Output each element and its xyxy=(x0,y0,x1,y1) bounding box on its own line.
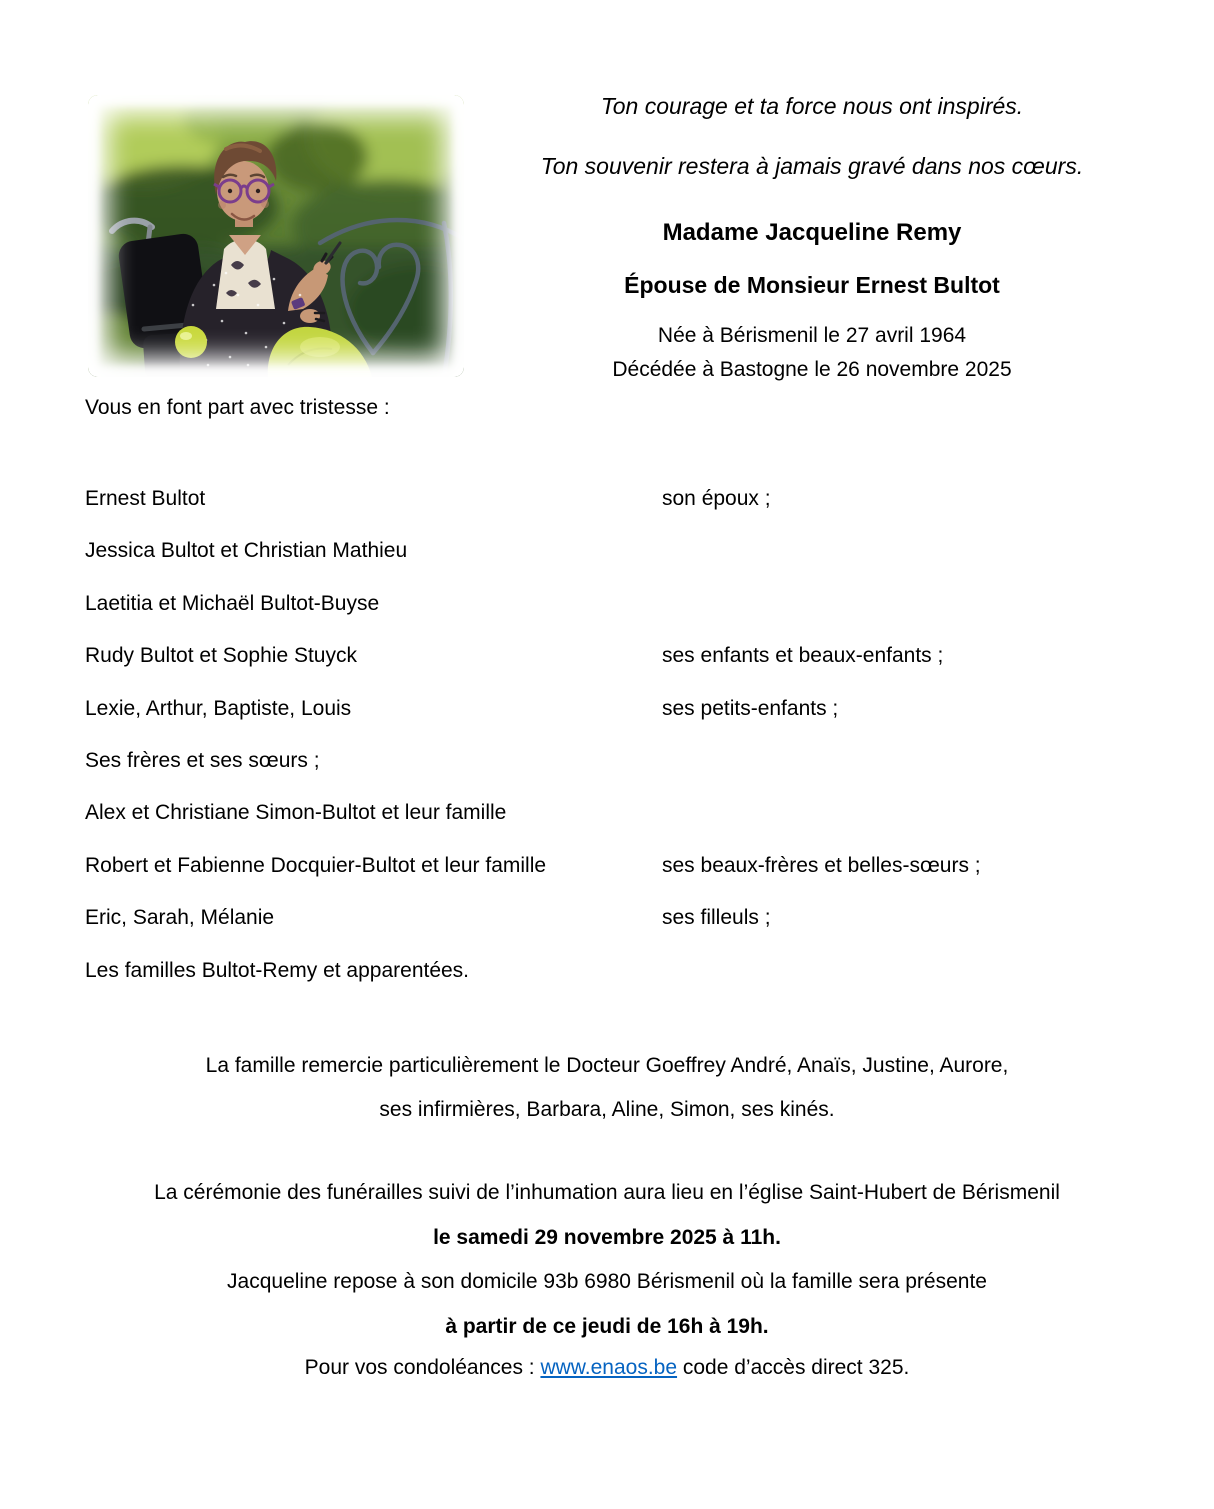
family-names: Laetitia et Michaël Bultot-Buyse xyxy=(85,591,380,615)
family-row xyxy=(85,591,1145,643)
family-row xyxy=(85,538,1145,590)
family-relation: ses filleuls ; xyxy=(662,906,771,930)
family-row xyxy=(85,800,1145,852)
condolences-line xyxy=(0,1356,1214,1380)
family-row xyxy=(85,696,1145,748)
family-names: Alex et Christiane Simon-Bultot et leur famille xyxy=(85,801,507,825)
ball-shape xyxy=(175,326,207,358)
family-names: Rudy Bultot et Sophie Stuyck xyxy=(85,644,357,668)
family-row xyxy=(85,486,1145,538)
enaos-link[interactable]: www.enaos.be xyxy=(540,1356,678,1379)
quote-line-2: Ton souvenir restera à jamais gravé dans nos cœurs. xyxy=(540,153,1084,179)
family-relation: ses beaux-frères et belles-sœurs ; xyxy=(662,853,981,877)
family-names: Eric, Sarah, Mélanie xyxy=(85,906,275,930)
family-list xyxy=(85,486,1145,1010)
ceremony-date-line: le samedi 29 novembre 2025 à 11h. xyxy=(433,1226,781,1249)
deceased-died-line: Décédée à Bastogne le 26 novembre 2025 xyxy=(612,358,1012,381)
deceased-spouse-line: Épouse de Monsieur Ernest Bultot xyxy=(624,272,1000,298)
family-relation: son époux ; xyxy=(662,487,771,510)
quote-line-1: Ton courage et ta force nous ont inspirés. xyxy=(600,93,1024,119)
family-row xyxy=(85,853,1145,905)
portrait-photo xyxy=(88,95,464,377)
family-row xyxy=(85,905,1145,957)
portrait-photo-art xyxy=(88,95,464,377)
ceremony-line-3: Jacqueline repose à son domicile 93b 6980 Bérismenil où la famille sera présente xyxy=(227,1270,987,1293)
thanks-line-1: La famille remercie particulièrement le Docteur Goeffrey André, Anaïs, Justine, Aurore, xyxy=(205,1054,1009,1077)
family-row xyxy=(85,643,1145,695)
family-relation: ses petits-enfants ; xyxy=(662,696,839,720)
family-names: Ses frères et ses sœurs ; xyxy=(85,748,320,772)
condolences-suffix: code d’accès direct 325. xyxy=(677,1356,910,1379)
condolences-prefix: Pour vos condoléances : xyxy=(304,1356,541,1379)
family-relation: ses enfants et beaux-enfants ; xyxy=(662,644,944,668)
family-names: Robert et Fabienne Docquier-Bultot et leur famille xyxy=(85,853,547,877)
thanks-line-2: ses infirmières, Barbara, Aline, Simon, ses kinés. xyxy=(379,1098,835,1121)
deceased-born-line: Née à Bérismenil le 27 avril 1964 xyxy=(657,324,967,347)
announcement-intro: Vous en font part avec tristesse : xyxy=(85,396,390,419)
family-names: Les familles Bultot-Remy et apparentées. xyxy=(85,958,470,982)
family-names: Ernest Bultot xyxy=(85,487,206,510)
ceremony-line-1: La cérémonie des funérailles suivi de l’inhumation aura lieu en l’église Saint-Hubert de Bérismenil xyxy=(154,1181,1060,1204)
family-names: Lexie, Arthur, Baptiste, Louis xyxy=(85,696,352,720)
family-row xyxy=(85,748,1145,800)
family-row xyxy=(85,958,1145,1010)
ceremony-visit-line: à partir de ce jeudi de 16h à 19h. xyxy=(445,1315,769,1338)
family-names: Jessica Bultot et Christian Mathieu xyxy=(85,539,408,563)
deceased-name: Madame Jacqueline Remy xyxy=(662,219,962,246)
